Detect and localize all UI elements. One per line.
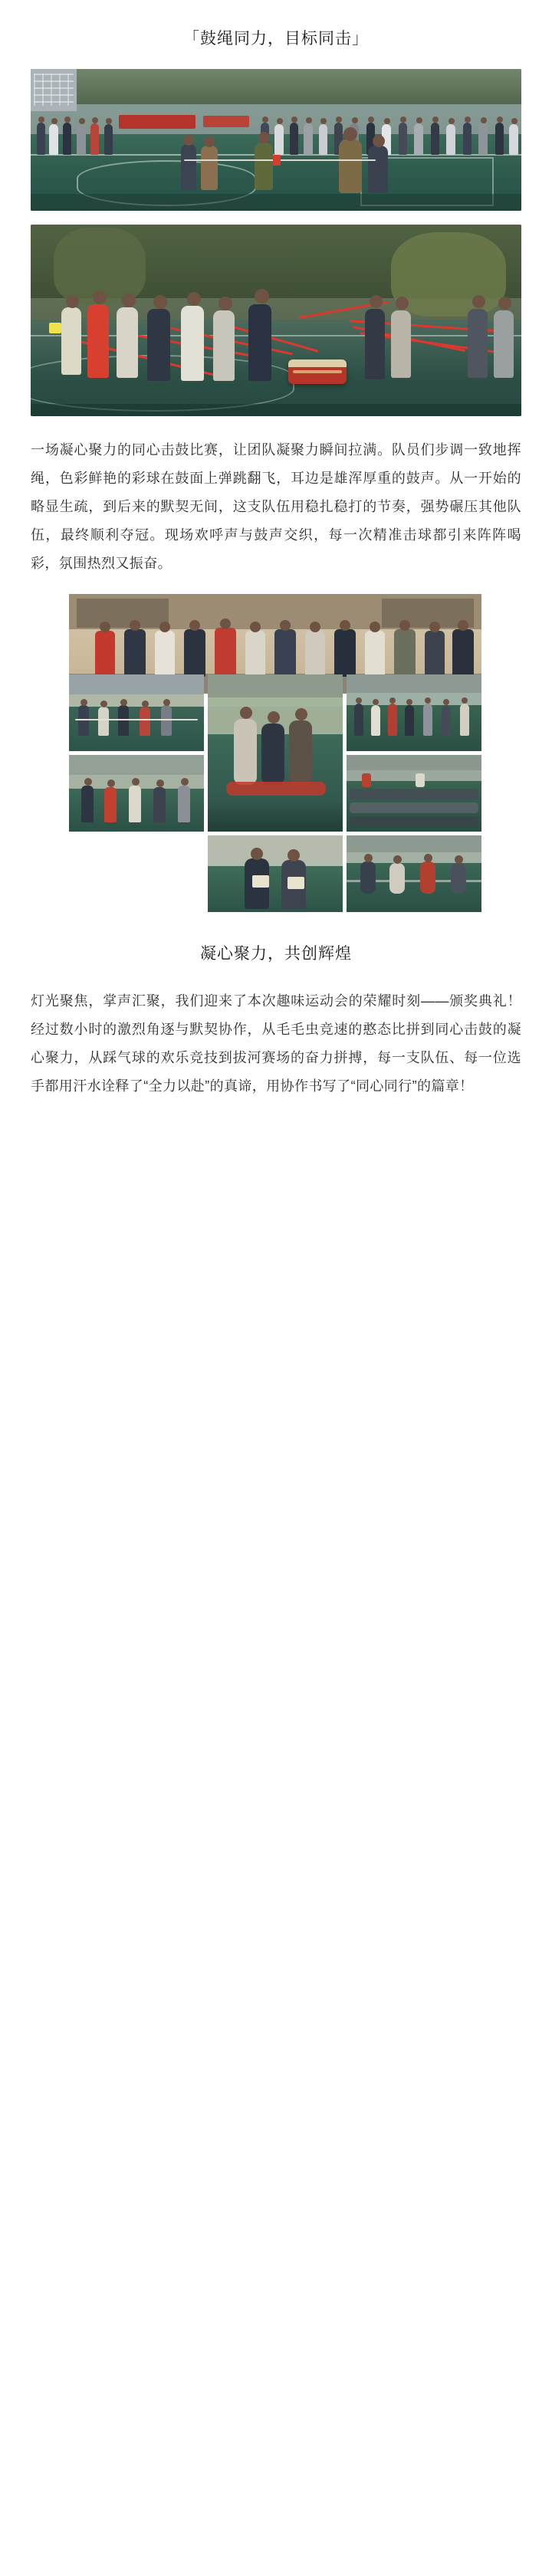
bib-number — [49, 323, 61, 333]
tree-line — [31, 69, 521, 104]
gallery-caterpillar-race — [208, 674, 343, 832]
article-page — [0, 0, 552, 1140]
paragraph-one: 一场凝心聚力的同心击鼓比赛，让团队凝聚力瞬间拉满。队员们步调一致地挥绳，色彩鲜艳的彩球在鼓面上弹跳翻飞，耳边是雄浑厚重的鼓声。从一开始的略显生疏，到后来的默契无间，这支队伍用稳扎稳打的节奏，强势碾压其他队伍，最终顺利夺冠。现场欢呼声与鼓声交织，每一次精准击球都引来阵阵喝彩，氛围热烈又振奋。 — [31, 442, 521, 571]
photo-tug-of-war-court — [31, 69, 521, 211]
paragraph-two: 灯光聚焦，掌声汇聚，我们迎来了本次趣味运动会的荣耀时刻——颁奖典礼！经过数小时的激烈角逐与默契协作，从毛毛虫竞速的憨态比拼到同心击鼓的凝心聚力，从踩气球的欢乐竞技到拔河赛场的奋力拼搏，每一支队伍、每一位选手都用汗水诠释了“全力以赴”的真谛，用协作书写了“同心同行”的篇章！ — [31, 993, 521, 1094]
award-ceremony-gallery — [69, 594, 483, 912]
gallery-sitting-crowd — [347, 755, 481, 832]
red-banner — [119, 115, 196, 129]
page-title: 「鼓绳同力，目标同击」 — [183, 30, 369, 48]
gallery-award-two-people — [208, 835, 343, 912]
gallery-ground-activity — [347, 835, 481, 912]
photo-drum-team-rope — [31, 225, 521, 416]
building-windows — [34, 74, 74, 106]
drum — [288, 359, 347, 384]
gallery-spectators — [347, 674, 481, 751]
red-banner-secondary — [203, 116, 249, 127]
gallery-team-line — [69, 755, 204, 832]
gallery-tug-of-war-1 — [69, 674, 204, 751]
section-subtitle: 凝心聚力，共创辉煌 — [200, 945, 352, 963]
